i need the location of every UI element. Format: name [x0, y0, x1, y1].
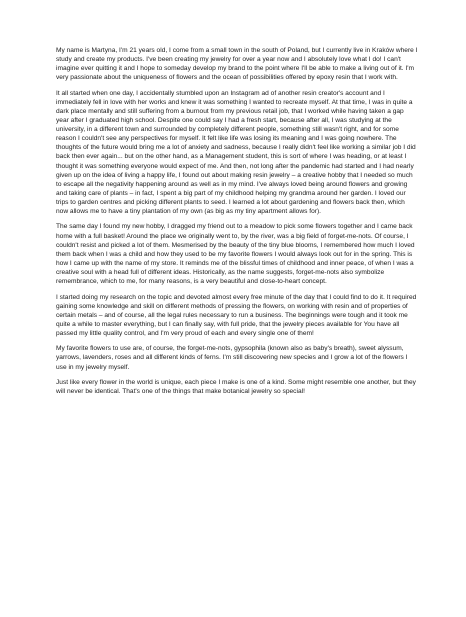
paragraph-store-name: The same day I found my new hobby, I dragged my friend out to a meadow to pick some flowers together and I came back home with a full basket! Around the place we originally went to, by the river, was a big field of forget-me-nots. Of course, I couldn't resist and picked a lot of them. Mesmerised by the beauty of the tiny blue blooms, I remembered how much I loved them back when I was a child and how they used to be my favorite flowers I would always look out for in the spring. This is how I came up with the name of my store. It reminds me of the blissful times of childhood and inner peace, of when I was a creative soul with a head full of different ideas. Historically, as the name suggests, forget-me-nots also symbolize remembrance, which to me, for many reasons, is a very beautiful and close-to-heart concept.	[56, 223, 415, 286]
paragraph-beginnings: It all started when one day, I accidentally stumbled upon an Instagram ad of another resin creator's account and I immediately fell in love with her works and knew it was something I wanted to recreate myself. At that time, I was in quite a dark place mentally and still suffering from a burnout from my previous retail job, that I worked while having taken a gap year after I graduated high school. Despite one could say I had a fresh start, because after all, I was studying at the university, in a different town and surrounded by completely different people, something still wasn't right, and for some reason I couldn't see any perspectives for myself. It felt like life was losing its meaning and I was going nowhere. The thoughts of the future would bring me a lot of anxiety and sadness, because I really didn't feel like working a similar job I did back then ever again... but on the other hand, as a Management student, this is sort of where I was heading, or at least I thought it was something everyone would expect of me. And then, not long after the pandemic had started and I had nearly given up on the idea of living a happy life, I found out about making resin jewelry – a creative hobby that I needed so much to escape all the negativity happening around as well as in my mind. I've always loved being around flowers and growing and taking care of plants – in fact, I spent a big part of my childhood helping my grandma around her garden. I loved our trips to garden centres and picking different plants to seed. I learned a lot about gardening and flowers back then, which now allows me to have a tiny plantation of my own (as big as my tiny apartment allows for).	[56, 89, 416, 215]
paragraph-intro: My name is Martyna, I'm 21 years old, I come from a small town in the south of Poland, but I currently live in Kraków where I study and create my products. I've been creating my jewelry for over a year now and I absolutely love what I do! I can't imagine ever quitting it and I hope to someday develop my brand to the point where I'll be able to make a living out of it. I'm very passionate about the uniqueness of flowers and the ocean of possibilities offered by epoxy resin that I work with.	[56, 47, 418, 82]
document-page	[56, 46, 418, 403]
paragraph-favorite-flowers: My favorite flowers to use are, of course, the forget-me-nots, gypsophila (known also as baby's breath), sweet alyssum, yarrows, lavenders, roses and all different kinds of ferns. I'm still discovering new species and I grow a lot of the flowers I use in my jewelry myself.	[56, 345, 408, 371]
paragraph-research: I started doing my research on the topic and devoted almost every free minute of the day that I could find to do it. It required gaining some knowledge and skill on different methods of pressing the flowers, on working with resin and of properties of certain metals – and of course, all the legal rules necessary to run a business. The beginnings were tough and it took me quite a while to master everything, but I can finally say, with full pride, that the jewelry pieces available for You have all passed my little quality control, and I'm very proud of each and every single one of them!	[56, 293, 417, 337]
paragraph-closing: Just like every flower in the world is unique, each piece I make is one of a kind. Some might resemble one another, but they will never be identical. That's one of the things that make botanical jewelry so special!	[56, 379, 416, 396]
